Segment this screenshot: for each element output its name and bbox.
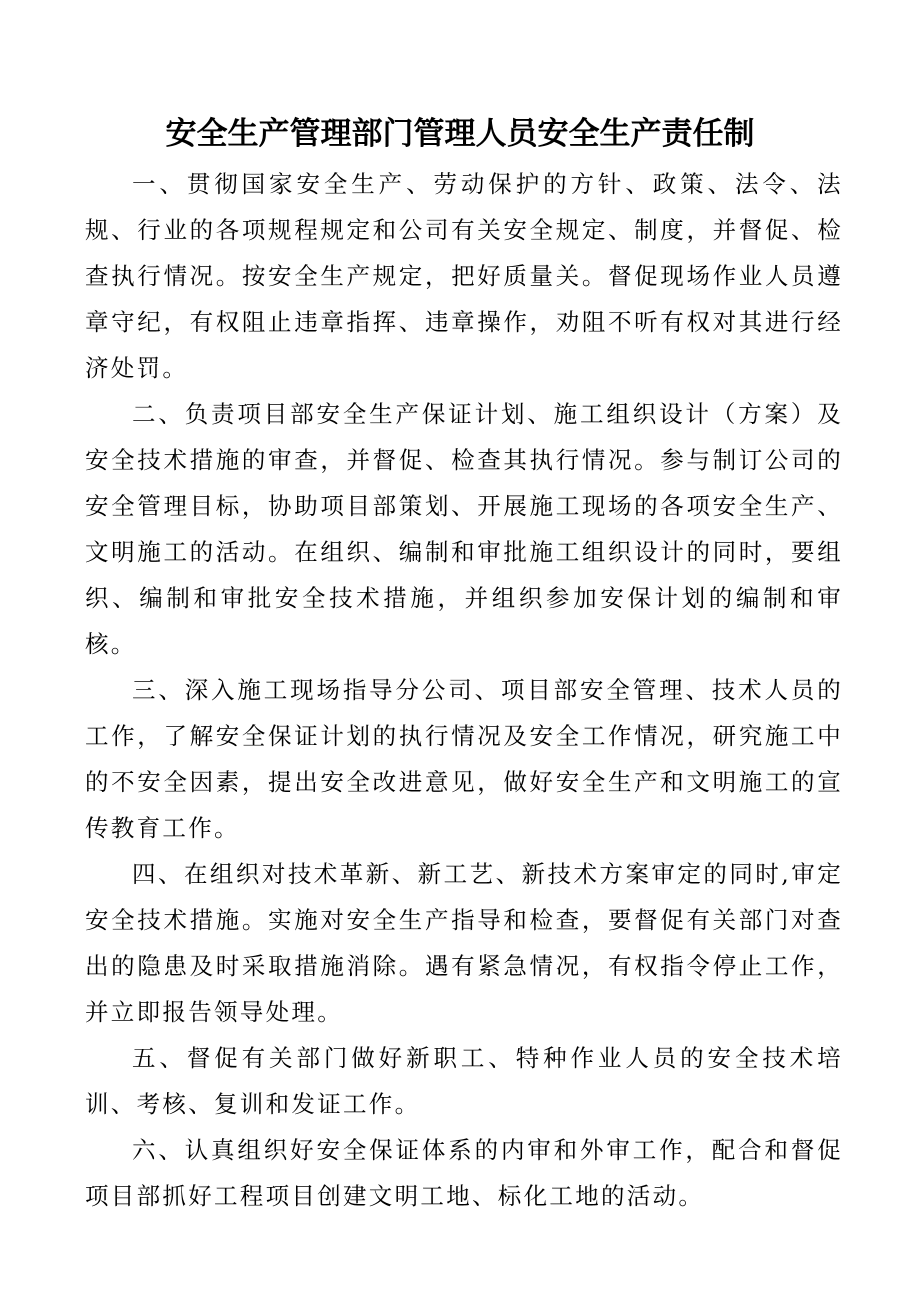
paragraph-6: 六、认真组织好安全保证体系的内审和外审工作，配合和督促项目部抓好工程项目创建文明工地、标化工地的活动。 — [85, 1136, 843, 1210]
paragraph-3: 三、深入施工现场指导分公司、项目部安全管理、技术人员的工作，了解安全保证计划的执行情况及安全工作情况，研究施工中的不安全因素，提出安全改进意见，做好安全生产和文明施工的宣传教育工作。 — [85, 676, 843, 842]
paragraph-5: 五、督促有关部门做好新职工、特种作业人员的安全技术培训、考核、复训和发证工作。 — [85, 1044, 843, 1118]
document-title: 安全生产管理部门管理人员安全生产责任制 — [165, 116, 755, 152]
paragraph-4: 四、在组织对技术革新、新工艺、新技术方案审定的同时,审定安全技术措施。实施对安全生产指导和检查，要督促有关部门对查出的隐患及时采取措施消除。遇有紧急情况，有权指令停止工作，并立即报告领导处理。 — [85, 860, 843, 1026]
paragraph-1: 一、贯彻国家安全生产、劳动保护的方针、政策、法令、法规、行业的各项规程规定和公司有关安全规定、制度，并督促、检查执行情况。按安全生产规定，把好质量关。督促现场作业人员遵章守纪，有权阻止违章指挥、违章操作，劝阻不听有权对其进行经济处罚。 — [85, 170, 843, 382]
paragraph-2: 二、负责项目部安全生产保证计划、施工组织设计（方案）及安全技术措施的审查，并督促、检查其执行情况。参与制订公司的安全管理目标，协助项目部策划、开展施工现场的各项安全生产、文明施工的活动。在组织、编制和审批施工组织设计的同时，要组织、编制和审批安全技术措施，并组织参加安保计划的编制和审核。 — [85, 400, 843, 658]
document-body — [85, 161, 843, 1219]
